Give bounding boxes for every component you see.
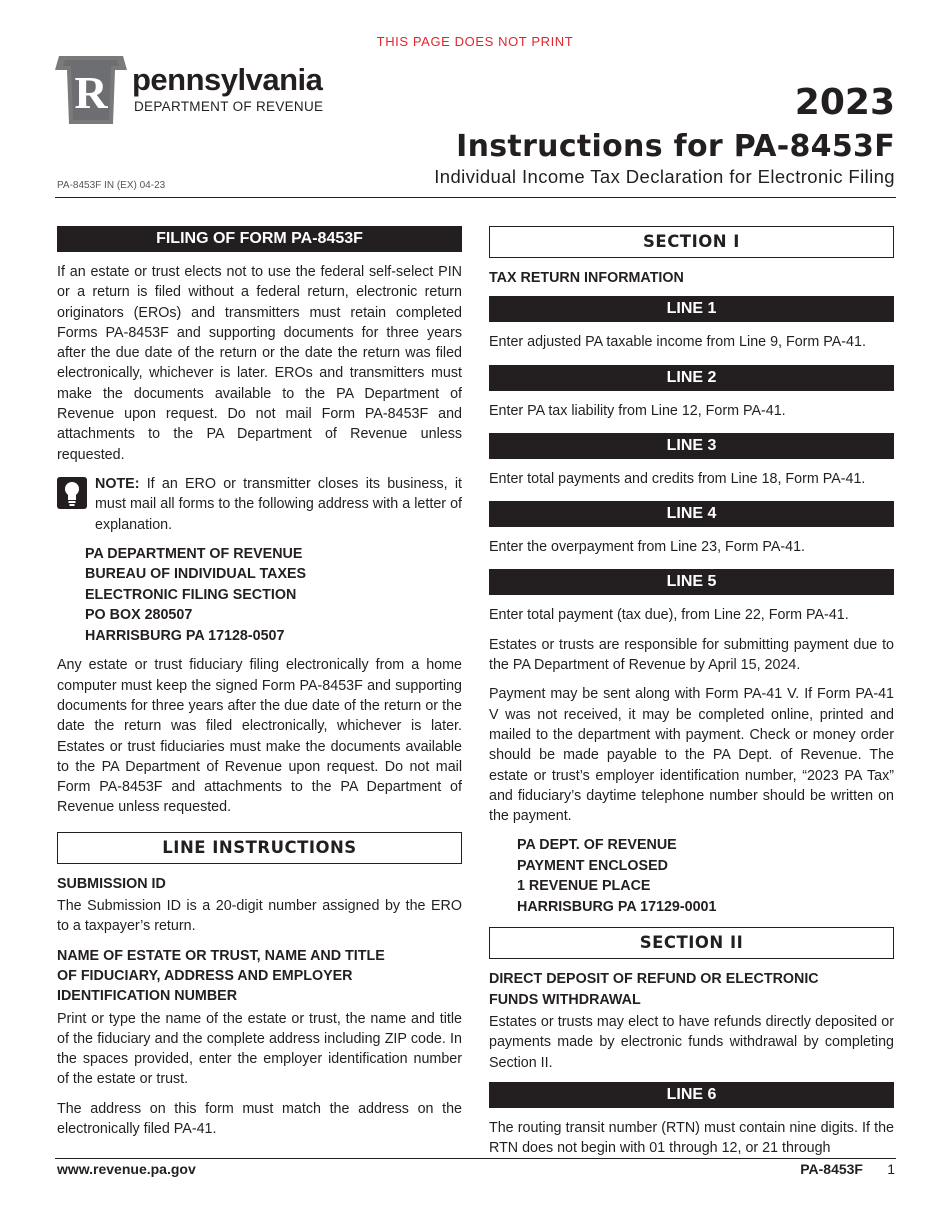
- line-instructions-heading: LINE INSTRUCTIONS: [57, 832, 462, 864]
- submission-id-text: The Submission ID is a 20-digit number assigned by the ERO to a taxpayer’s return.: [57, 898, 462, 935]
- form-code: PA-8453F IN (EX) 04-23: [57, 180, 166, 191]
- page-number: 1: [887, 1161, 895, 1177]
- line-2-heading: LINE 2: [489, 365, 894, 391]
- line-1-heading: LINE 1: [489, 296, 894, 322]
- payment-address: [517, 835, 894, 917]
- footer-url: www.revenue.pa.gov: [57, 1161, 196, 1177]
- line-1-text: Enter adjusted PA taxable income from Line 9, Form PA-41.: [489, 334, 866, 351]
- note-text: If an ERO or transmitter closes its business, it must mail all forms to the following address with a letter of explanation.: [95, 475, 462, 533]
- address-line: BUREAU OF INDIVIDUAL TAXES: [85, 566, 307, 583]
- line-5-text: Enter total payment (tax due), from Line 22, Form PA-41.: [489, 607, 849, 624]
- header-divider: [55, 197, 896, 198]
- name-heading-line1: NAME OF ESTATE OR TRUST, NAME AND TITLE: [57, 947, 385, 964]
- address-line: PA DEPARTMENT OF REVENUE: [85, 545, 303, 562]
- line-4-heading: LINE 4: [489, 501, 894, 527]
- tax-year: 2023: [794, 82, 895, 123]
- address-line: ELECTRONIC FILING SECTION: [85, 586, 297, 603]
- name-heading-line3: IDENTIFICATION NUMBER: [57, 988, 238, 1005]
- address-line: HARRISBURG PA 17128-0507: [85, 627, 285, 644]
- line-3-text: Enter total payments and credits from Line 18, Form PA-41.: [489, 470, 866, 487]
- filing-paragraph: If an estate or trust elects not to use the federal self-select PIN or a return is filed without a federal return, electronic return originators (EROs) and transmitters must retain completed Forms PA-8453F and supporting documents for three years after the due date of the return or the date the return was filed electronically, whichever is later. EROs and transmitters must make the documents available to the PA Department of Revenue upon request. Do not mail Form PA-8453F and attachments to the PA Department of Revenue unless requested.: [57, 264, 462, 463]
- keystone-logo: [55, 56, 127, 124]
- payment-text: Payment may be sent along with Form PA-41 V. If Form PA-41 V was not received, it may be completed online, printed and mailed to the department with payment. Check or money order should be made payable to the PA Dept. of Revenue. The estate or trust’s employer identification number, “2023 PA Tax” and fiduciary’s daytime telephone number should be written on the payment.: [489, 686, 894, 825]
- brand-name: pennsylvania: [132, 62, 323, 97]
- submission-id-heading: SUBMISSION ID: [57, 875, 166, 892]
- direct-deposit-heading-line2: FUNDS WITHDRAWAL: [489, 991, 641, 1008]
- name-heading-line2: OF FIDUCIARY, ADDRESS AND EMPLOYER: [57, 967, 353, 984]
- lightbulb-icon: [57, 477, 87, 509]
- section-1-heading: SECTION I: [489, 226, 894, 258]
- note-block: [57, 474, 462, 535]
- no-print-notice: THIS PAGE DOES NOT PRINT: [376, 34, 574, 49]
- left-column: [57, 226, 462, 1148]
- responsible-text: Estates or trusts are responsible for submitting payment due to the PA Department of Revenue by April 15, 2024.: [489, 636, 894, 674]
- address-line: PA DEPT. OF REVENUE: [517, 837, 677, 854]
- address-line: 1 REVENUE PLACE: [517, 878, 651, 895]
- line-3-heading: LINE 3: [489, 433, 894, 459]
- line-2-text: Enter PA tax liability from Line 12, Form PA-41.: [489, 402, 786, 419]
- footer-form-name: PA-8453F: [800, 1161, 863, 1177]
- brand-department: DEPARTMENT OF REVENUE: [134, 99, 324, 114]
- tax-return-heading: TAX RETURN INFORMATION: [489, 270, 684, 286]
- line-5-heading: LINE 5: [489, 569, 894, 595]
- mailing-address: [85, 544, 462, 647]
- address-line: HARRISBURG PA 17129-0001: [517, 898, 717, 915]
- line-4-text: Enter the overpayment from Line 23, Form PA-41.: [489, 539, 805, 556]
- address-line: PO BOX 280507: [85, 607, 193, 624]
- right-column: [489, 226, 894, 1168]
- page-title: Instructions for PA-8453F: [456, 129, 895, 164]
- filing-heading: FILING OF FORM PA-8453F: [57, 226, 462, 252]
- footer-divider: [55, 1158, 896, 1159]
- fiduciary-paragraph: Any estate or trust fiduciary filing electronically from a home computer must keep the signed Form PA-8453F and supporting documents for three years after the due date of the return or the date the return was filed electronically, whichever is later. Estates or trust fiduciaries must make the documents available to the PA Department of Revenue upon request. Do not mail Form PA-8453F and attachments to the PA Department of Revenue unless requested.: [57, 657, 462, 816]
- note-label: NOTE:: [95, 475, 140, 492]
- section-2-heading: SECTION II: [489, 927, 894, 959]
- page-subtitle: Individual Income Tax Declaration for Electronic Filing: [434, 166, 895, 187]
- line-6-text: The routing transit number (RTN) must contain nine digits. If the RTN does not begin with 01 through 12, or 21 through: [489, 1119, 894, 1157]
- name-text: Print or type the name of the estate or trust, the name and title of the fiduciary and the complete address including ZIP code. In the spaces provided, enter the employer identification number of the estate or trust.: [57, 1010, 462, 1088]
- direct-deposit-heading-line1: DIRECT DEPOSIT OF REFUND OR ELECTRONIC: [489, 971, 819, 988]
- svg-text:R: R: [74, 67, 108, 118]
- line-6-heading: LINE 6: [489, 1082, 894, 1108]
- address-match-text: The address on this form must match the address on the electronically filed PA-41.: [57, 1100, 462, 1137]
- direct-deposit-text: Estates or trusts may elect to have refunds directly deposited or payments made by electronic funds withdrawal by completing Section II.: [489, 1014, 894, 1071]
- address-line: PAYMENT ENCLOSED: [517, 857, 668, 874]
